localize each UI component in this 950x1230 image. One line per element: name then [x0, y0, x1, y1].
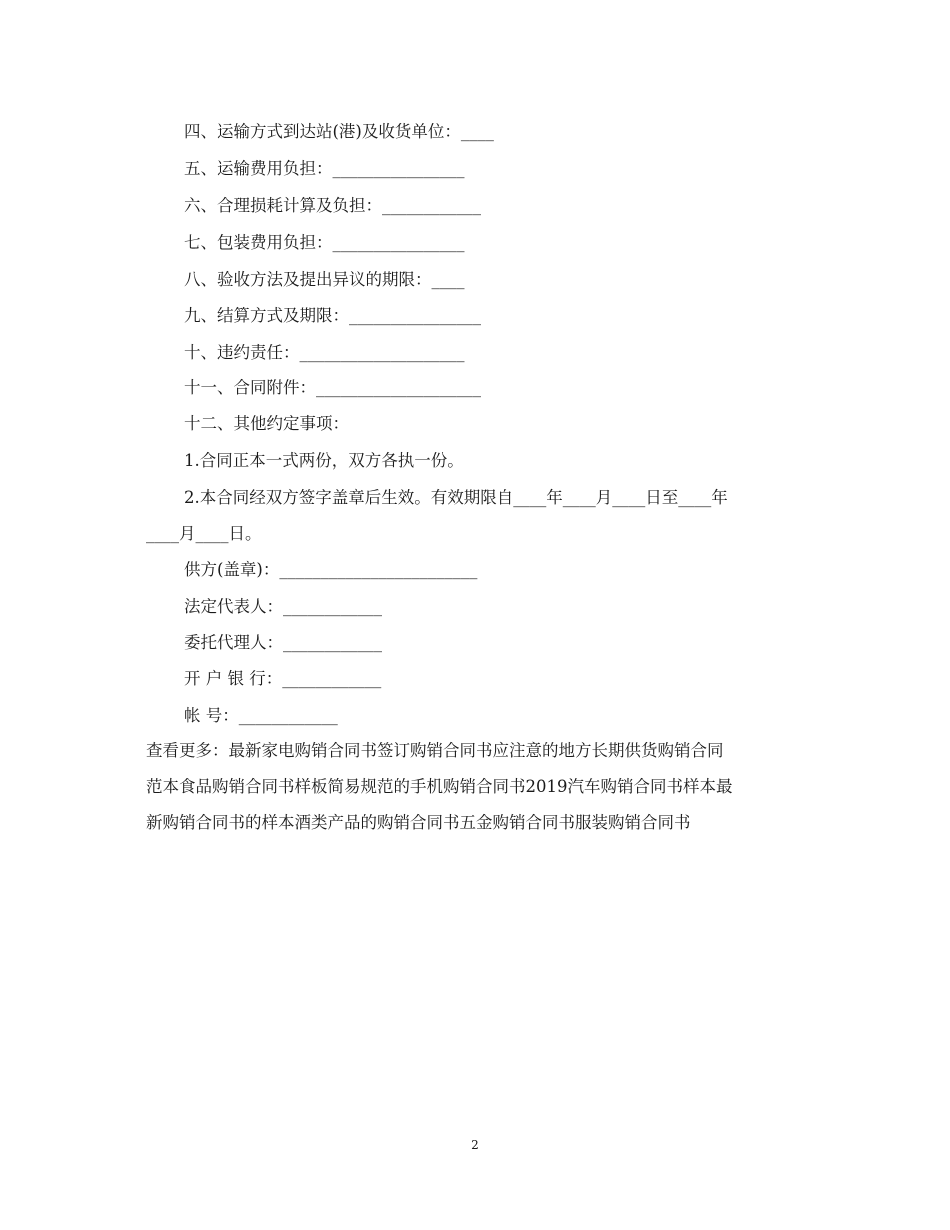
clause-inspection-method: 八、验收方法及提出异议的期限：____: [184, 270, 465, 289]
signature-agent: 委托代理人：____________: [184, 633, 382, 652]
agreement-validity-line1: 2.本合同经双方签字盖章后生效。有效期限自____年____月____日至____年: [184, 488, 728, 507]
clause-attachments: 十一、合同附件：____________________: [184, 378, 481, 397]
signature-legal-rep: 法定代表人：____________: [184, 597, 382, 616]
clause-packaging-cost: 七、包装费用负担：________________: [184, 233, 465, 252]
see-more-line-3: 新购销合同书的样本酒类产品的购销合同书五金购销合同书服装购销合同书: [146, 813, 691, 832]
signature-account: 帐 号：____________: [184, 706, 338, 725]
agreement-validity-line2: ____月____日。: [146, 524, 262, 543]
clause-transport-cost: 五、运输费用负担：________________: [184, 159, 465, 178]
agreement-copies: 1.合同正本一式两份，双方各执一份。: [184, 451, 464, 470]
page-number: 2: [471, 1138, 479, 1152]
clause-loss-calculation: 六、合理损耗计算及负担：____________: [184, 196, 481, 215]
signature-bank: 开 户 银 行：____________: [184, 669, 382, 688]
clause-transport-destination: 四、运输方式到达站(港)及收货单位：____: [184, 122, 494, 141]
signature-supplier: 供方(盖章)：________________________: [184, 560, 478, 579]
clause-settlement-method: 九、结算方式及期限：________________: [184, 306, 481, 325]
see-more-line-1: 查看更多：最新家电购销合同书签订购销合同书应注意的地方长期供货购销合同: [146, 741, 724, 760]
see-more-line-2: 范本食品购销合同书样板简易规范的手机购销合同书2019汽车购销合同书样本最: [146, 777, 733, 796]
clause-other-terms: 十二、其他约定事项：: [184, 414, 349, 433]
clause-breach-liability: 十、违约责任：____________________: [184, 343, 465, 362]
